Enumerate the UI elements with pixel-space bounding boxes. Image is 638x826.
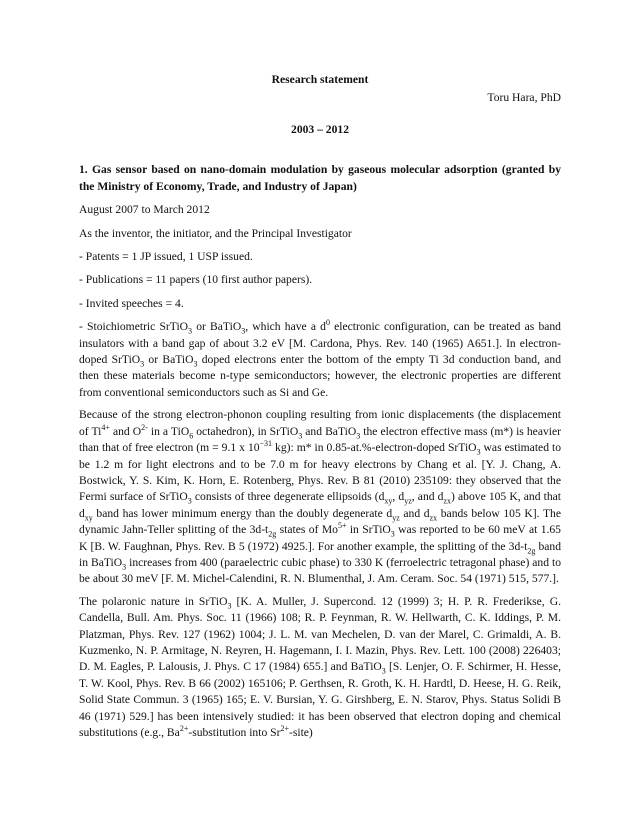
project-role: As the inventor, the initiator, and the Principal Investigator [79,226,352,240]
period-heading: 2003 – 2012 [291,123,349,136]
section-heading: 1. Gas sensor based on nano-domain modulation by gaseous molecular adsorption (granted by the Ministry of Economy, Trade, and Industry of Japan) [79,163,561,193]
speeches-line: - Invited speeches = 4. [79,296,184,310]
paragraph-electron-phonon: Because of the strong electron-phonon coupling resulting from ionic displacements (the displacement of $Ti^{4+}$ and $O^{2-}$ in a TiO$_6$ octahedron), in SrTiO$_3$ and BaTiO$_3$ the electron effective mass (m*) is heavier than that of free electron (m = 9.1 x $10^{-31}$ kg): m* in 0.85-at.%-electron-doped SrTiO$_3$ was estimated to be 1.2 m for light electrons and to be 7.0 m for heavy electrons by Chang et al. [Y. J. Chang, A. Bostwick, Y. S. Kim, K. Horn, E. Rotenberg, Phys. Rev. B 81 (2010) 235109: they observed that the Fermi surface of SrTiO$_3$ consists of three degenerate ellipsoids ($d_{xy}$, $d_{yz}$, and $d_{zx}$) above 105 K, and that $d_{xy}$ band has lower minimum energy than the doubly degenerate $d_{yz}$ and $d_{zx}$ bands below 105 K]. The dynamic Jahn-Teller splitting of the $3d-t_{2g}$ states of $Mo^{5+}$ in SrTiO$_3$ was reported to be 60 meV at 1.65 K [B. W. Faughnan, Phys. Rev. B 5 (1972) 4925.]. For another example, the splitting of the $3d-t_{2g}$ band in BaTiO$_3$ increases from 400 (paraelectric cubic phase) to 330 K (ferroelectric tetragonal phase) and to be about 30 meV [F. M. Michel-Calendini, R. N. Blumenthal, J. Am. Ceram. Soc. 54 (1971) 515, 577.]. [79,408,562,586]
publications-line: - Publications = 11 papers (10 first author papers). [79,273,313,287]
paragraph-polaronic-nature: The polaronic nature in SrTiO$_3$ [K. A. Muller, J. Supercond. 12 (1999) 3; H. P. R. Frederikse, G. Candella, Bull. Am. Phys. Soc. 11 (1966) 108; R. P. Feynman, R. W. Hellwarth, C. K. Iddings, P. M. Platzman, Phys. Rev. 127 (1962) 1004; J. L. M. van Mechelen, D. van der Marel, C. Grimaldi, A. B. Kuzmenko, N. P. Armitage, N. Reyren, H. Hagemann, I. I. Mazin, Phys. Rev. Lett. 100 (2008) 226403; D. M. Eagles, P. Lalousis, J. Phys. C 17 (1984) 655.] and BaTiO$_3$ [S. Lenjer, O. F. Schirmer, H. Hesse, T. W. Kool, Phys. Rev. B 66 (2002) 165106; P. Gerthsen, R. Groth, K. H. Hardtl, D. Heese, H. G. Reik, Solid State Commun. 3 (1965) 165; E. V. Bursian, Y. G. Girshberg, E. N. Starov, Phys. Status Solidi B 46 (1971) 529.] has been intensively studied: it has been observed that electron doping and chemical substitutions (e.g., $Ba^{2+}$-substitution into $Sr^{2+}-site$) [79,594,561,739]
page-title: Research statement [271,73,369,86]
project-dates: August 2007 to March 2012 [79,203,210,217]
paragraph-band-insulators: - Stoichiometric SrTiO$_3$ or BaTiO$_3$, which have a $d^0$ electronic configuration, can be treated as band insulators with a band gap of about 3.2 eV [M. Cardona, Phys. Rev. 140 (1965) A651.]. In electron-doped SrTiO$_3$ or BaTiO$_3$ doped electrons enter the bottom of the empty Ti 3d conduction band, and then these materials become n-type semiconductors; however, the electronic properties are different from conventional semiconductors such as Si and Ge. [79,318,561,399]
patents-line: - Patents = 1 JP issued, 1 USP issued. [79,250,253,264]
author-name: Toru Hara, PhD [487,91,561,104]
document-page [79,72,561,747]
